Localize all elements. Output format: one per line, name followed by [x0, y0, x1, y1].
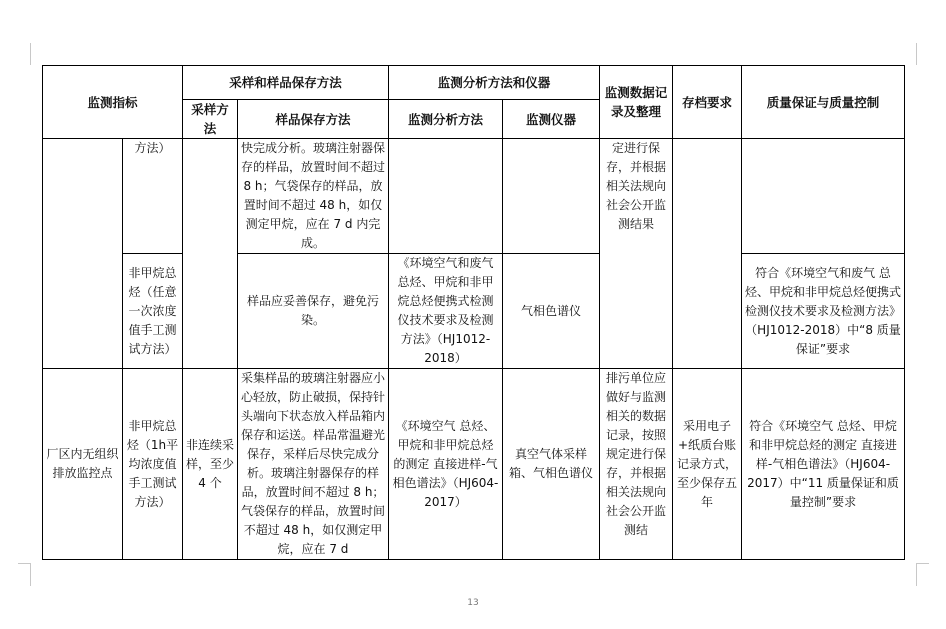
qa-qc-cell: 符合《环境空气 总烃、甲烷和非甲烷总烃的测定 直接进样-气相色谱法》（HJ604-2017）中“11 质量保证和质量控制”要求 [742, 369, 905, 560]
indicator-sub-cell: 非甲烷总烃（1h平均浓度值手工测试方法） [123, 369, 183, 560]
indicator-main-cell [43, 139, 123, 369]
instrument-cell: 气相色谱仪 [503, 254, 600, 369]
sample-storage-cell: 样品应妥善保存，避免污染。 [238, 254, 389, 369]
header-analysis-method: 监测分析方法 [389, 100, 503, 139]
crop-mark-bottom-right [916, 563, 929, 586]
table-row [43, 254, 905, 369]
header-sample-storage: 样品保存方法 [238, 100, 389, 139]
header-sampling-method: 采样方法 [183, 100, 238, 139]
header-analysis-group: 监测分析方法和仪器 [389, 66, 600, 100]
header-indicator: 监测指标 [43, 66, 183, 139]
table-row [43, 139, 905, 254]
data-record-cell: 定进行保存，并根据相关法规向社会公开监测结果 [600, 139, 673, 369]
monitoring-table [42, 65, 905, 560]
archive-cell: 采用电子+纸质台账记录方式，至少保存五年 [673, 369, 742, 560]
instrument-cell [503, 139, 600, 254]
instrument-cell: 真空气体采样箱、气相色谱仪 [503, 369, 600, 560]
sample-storage-cell: 采集样品的玻璃注射器应小心轻放，防止破损，保持针头端向下状态放入样品箱内保存和运送。样品常温避光保存，采样后尽快完成分析。玻璃注射器保存的样品，放置时间不超过 8 h；气袋保存的样品，放置时间不超过 48 h，如仅测定甲烷，应在 7 d [238, 369, 389, 560]
qa-qc-cell: 符合《环境空气和废气 总烃、甲烷和非甲烷总烃便携式检测仪技术要求及检测方法》（HJ1012-2018）中“8 质量保证”要求 [742, 254, 905, 369]
sampling-method-cell: 非连续采样，至少 4 个 [183, 369, 238, 560]
indicator-sub-cell: 非甲烷总烃（任意一次浓度值手工测试方法） [123, 254, 183, 369]
header-data-record: 监测数据记录及整理 [600, 66, 673, 139]
sample-storage-cell: 快完成分析。玻璃注射器保存的样品，放置时间不超过 8 h；气袋保存的样品，放置时间不超过 48 h，如仅测定甲烷，应在 7 d 内完成。 [238, 139, 389, 254]
archive-cell [673, 139, 742, 369]
header-sampling-group: 采样和样品保存方法 [183, 66, 389, 100]
header-qa-qc: 质量保证与质量控制 [742, 66, 905, 139]
table-row [43, 369, 905, 560]
header-instrument: 监测仪器 [503, 100, 600, 139]
sampling-method-cell [183, 139, 238, 369]
data-record-cell: 排污单位应做好与监测相关的数据记录，按照规定进行保存，并根据相关法规向社会公开监测结 [600, 369, 673, 560]
analysis-method-cell: 《环境空气和废气 总烃、甲烷和非甲烷总烃便携式检测仪技术要求及检测方法》（HJ1012-2018） [389, 254, 503, 369]
qa-qc-cell [742, 139, 905, 254]
header-archive: 存档要求 [673, 66, 742, 139]
indicator-main-cell: 厂区内无组织排放监控点 [43, 369, 123, 560]
indicator-sub-cell: 方法） [123, 139, 183, 254]
crop-mark-bottom-left [18, 563, 31, 586]
analysis-method-cell [389, 139, 503, 254]
page-number: 13 [467, 598, 479, 608]
crop-mark-top-left [30, 43, 31, 65]
crop-mark-top-right [916, 43, 917, 65]
analysis-method-cell: 《环境空气 总烃、甲烷和非甲烷总烃的测定 直接进样-气相色谱法》（HJ604-2017） [389, 369, 503, 560]
